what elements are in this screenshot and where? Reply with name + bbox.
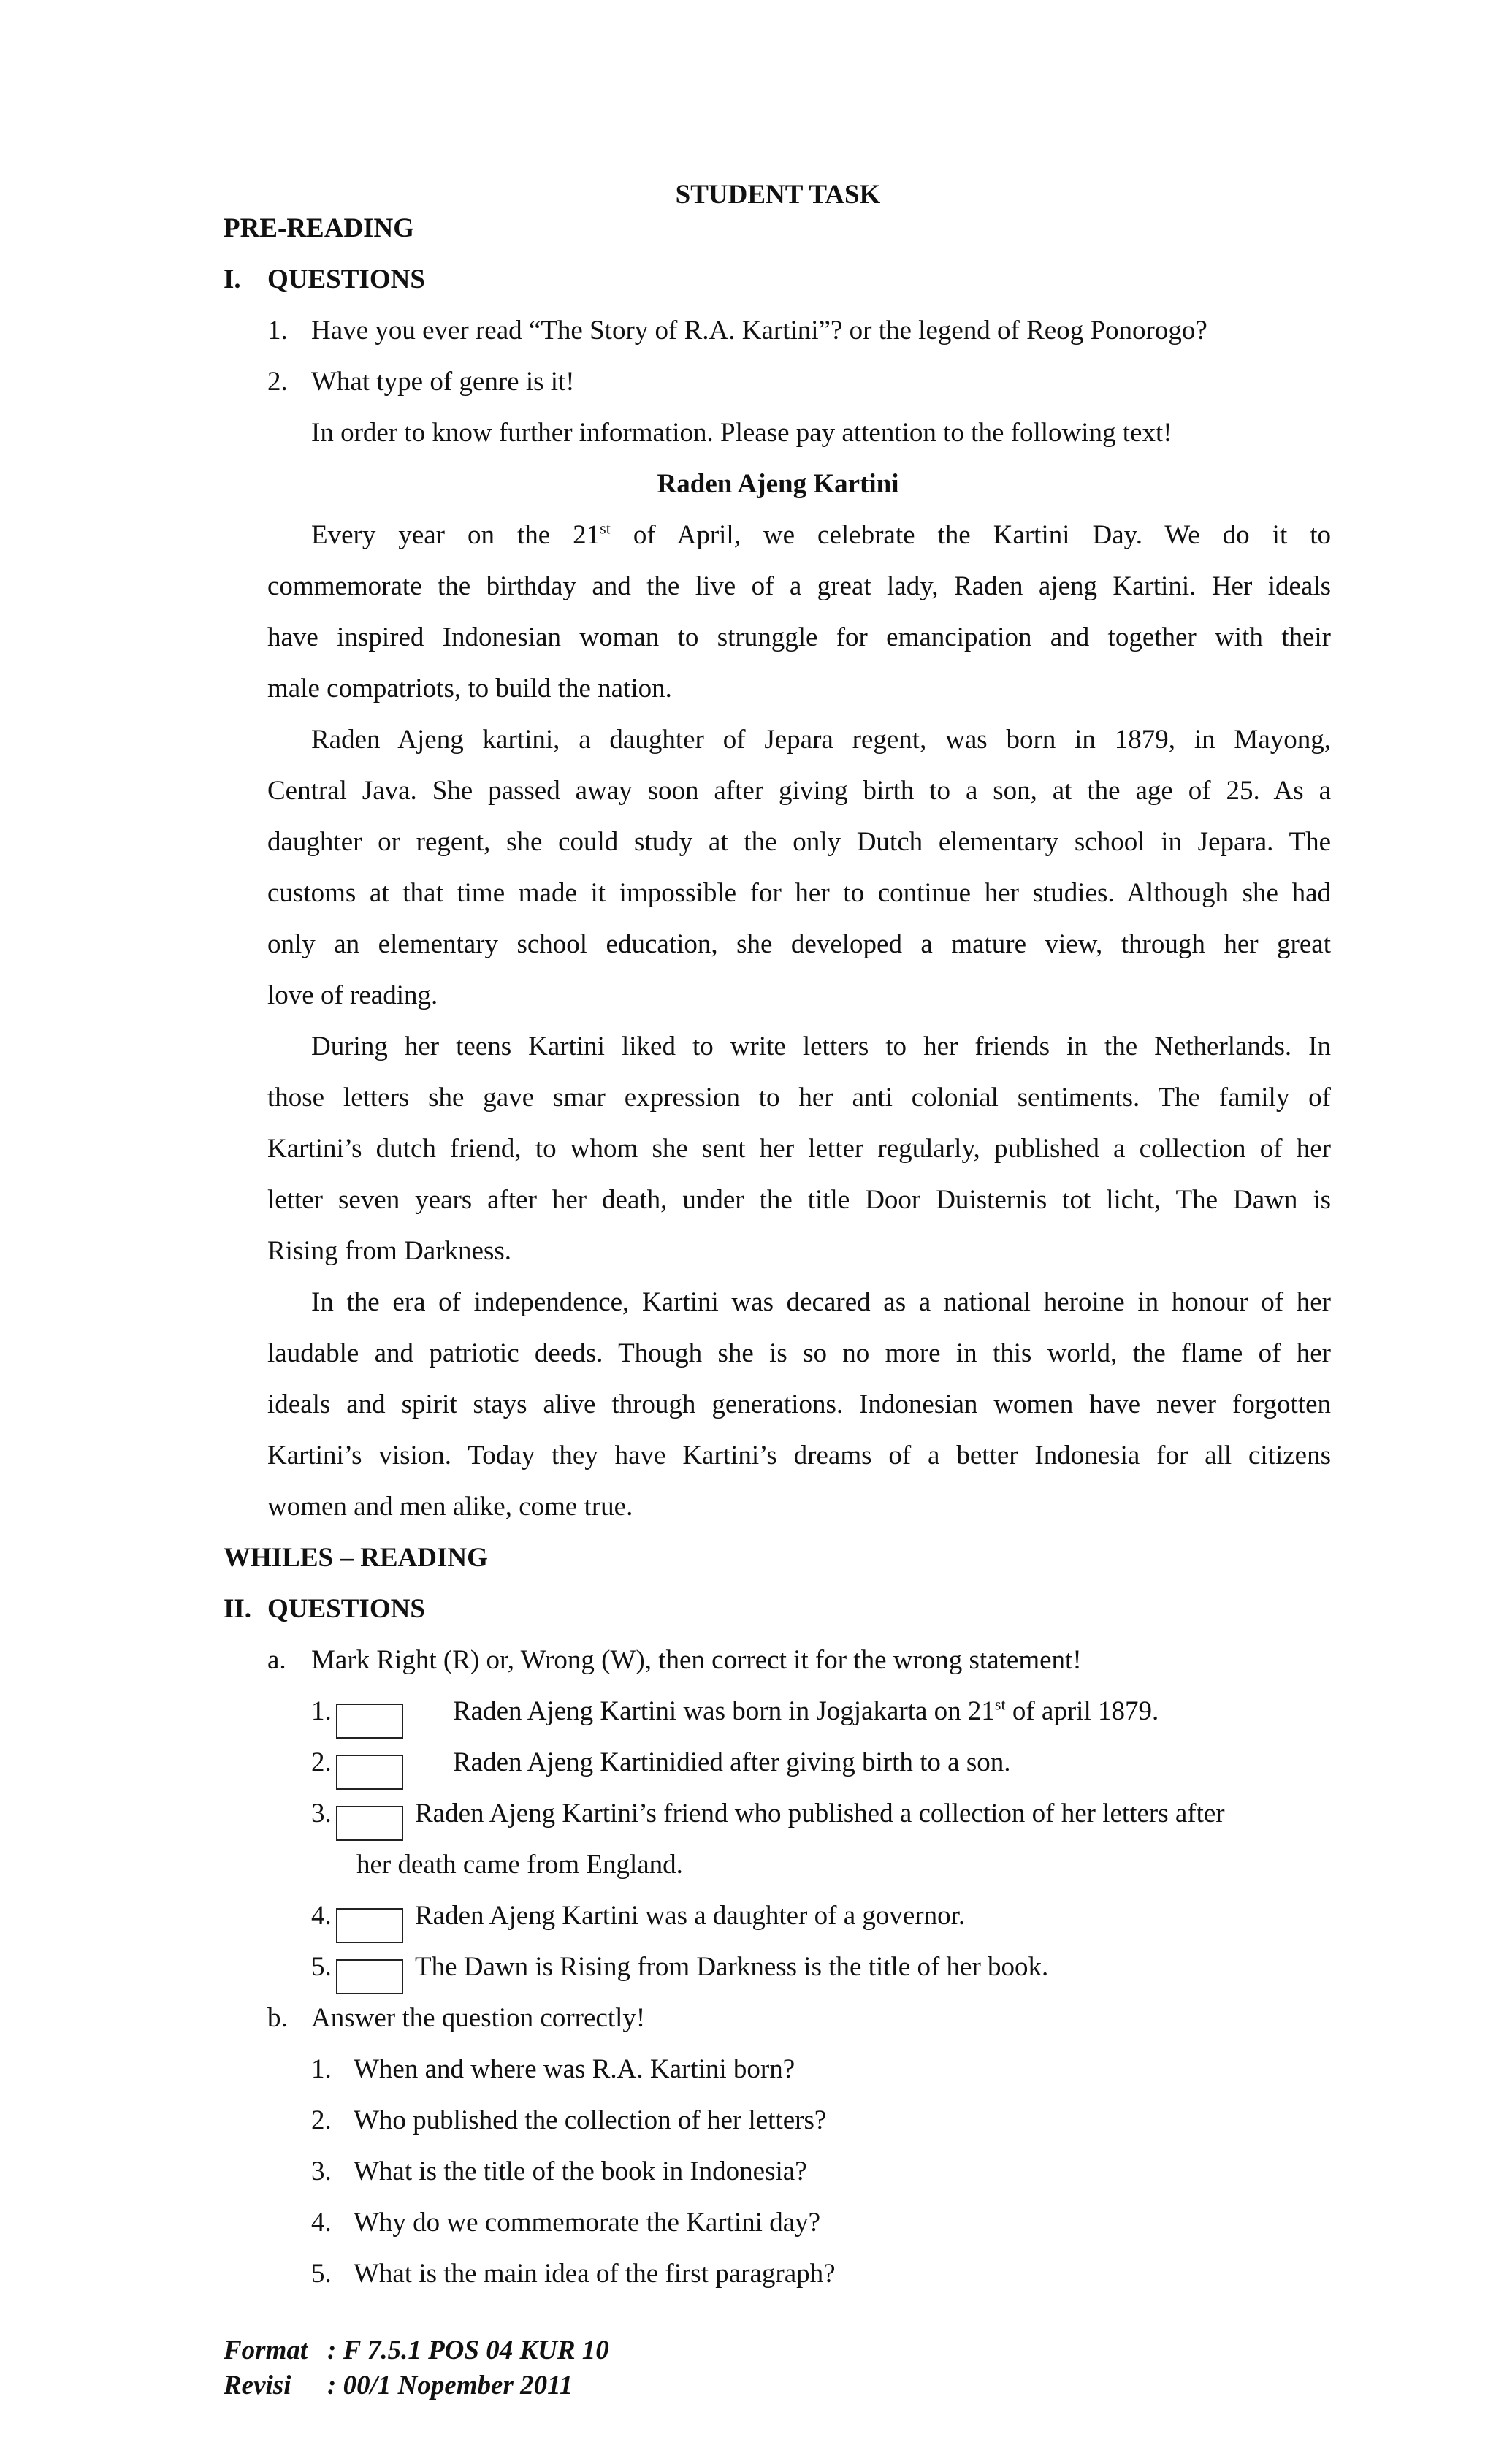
- statement-1-number: 1.: [311, 1696, 332, 1726]
- answer-box-5[interactable]: [336, 1959, 403, 1994]
- question-number: 4.: [311, 2208, 332, 2238]
- pre-question-2: [267, 356, 575, 408]
- paragraph-2-line-6: love of reading.: [267, 980, 438, 1010]
- paragraph-2-line-5: only an elementary school education, she developed a mature view, through her great: [267, 929, 1331, 959]
- part-a-instruction: [267, 1635, 1082, 1686]
- question-number: 3.: [311, 2156, 332, 2186]
- page-title: STUDENT TASK: [675, 180, 881, 210]
- footer-format-label: Format: [224, 2335, 308, 2365]
- statement-2-number: 2.: [311, 1747, 332, 1777]
- answer-question-4: [311, 2197, 820, 2249]
- pre-question-number: 2.: [267, 367, 288, 397]
- section-1-heading: [224, 254, 425, 305]
- statement-3-text: Raden Ajeng Kartini’s friend who published a collection of her letters after: [415, 1799, 1225, 1828]
- paragraph-4-line-5: women and men alike, come true.: [267, 1492, 633, 1522]
- whiles-reading-heading: WHILES – READING: [224, 1543, 488, 1573]
- question-text: What is the main idea of the first paragraph?: [354, 2259, 836, 2289]
- statement-4-text: Raden Ajeng Kartini was a daughter of a governor.: [415, 1901, 966, 1931]
- answer-question-5: [311, 2249, 836, 2300]
- section-2-heading: [224, 1584, 425, 1635]
- pre-reading-instruction: In order to know further information. Please pay attention to the following text!: [311, 418, 1172, 448]
- part-b-instruction: [267, 1993, 645, 2044]
- answer-box-1[interactable]: [336, 1704, 403, 1739]
- section-1-number: I.: [224, 264, 241, 294]
- section-2-title: QUESTIONS: [267, 1594, 425, 1624]
- question-text: When and where was R.A. Kartini born?: [354, 2054, 795, 2084]
- paragraph-3-line-5: Rising from Darkness.: [267, 1236, 511, 1266]
- section-2-number: II.: [224, 1594, 252, 1624]
- statement-5-text: The Dawn is Rising from Darkness is the title of her book.: [415, 1952, 1049, 1982]
- pre-question-1: [267, 305, 1207, 356]
- footer-format: [224, 2333, 609, 2368]
- answer-box-2[interactable]: [336, 1755, 403, 1790]
- paragraph-1-line-2: commemorate the birthday and the live of a great lady, Raden ajeng Kartini. Her ideals: [267, 571, 1331, 601]
- part-a-letter: a.: [267, 1645, 286, 1675]
- statement-3-text-continued: her death came from England.: [356, 1850, 683, 1880]
- paragraph-4-line-4: Kartini’s vision. Today they have Kartini’s dreams of a better Indonesia for all citizens: [267, 1441, 1331, 1471]
- paragraph-4-line-3: ideals and spirit stays alive through generations. Indonesian women have never forgotten: [267, 1389, 1331, 1419]
- part-b-text: Answer the question correctly!: [311, 2003, 646, 2033]
- paragraph-2-line-4: customs at that time made it impossible for her to continue her studies. Although she had: [267, 878, 1331, 908]
- paragraph-3-line-4: letter seven years after her death, under the title Door Duisternis tot licht, The Dawn is: [267, 1185, 1331, 1215]
- ordinal-suffix: st: [994, 1695, 1006, 1714]
- statement-text: of april 1879.: [1005, 1696, 1159, 1726]
- answer-question-3: [311, 2146, 807, 2197]
- statement-5-number: 5.: [311, 1952, 332, 1982]
- text-title: Raden Ajeng Kartini: [657, 469, 899, 499]
- question-text: Who published the collection of her letters?: [354, 2105, 827, 2135]
- statement-4-number: 4.: [311, 1901, 332, 1931]
- paragraph-1-line-4: male compatriots, to build the nation.: [267, 674, 672, 703]
- paragraph-text: Every year on the 21: [311, 520, 600, 550]
- paragraph-3-line-1: During her teens Kartini liked to write letters to her friends in the Netherlands. In: [311, 1031, 1331, 1061]
- paragraph-4-line-2: laudable and patriotic deeds. Though she is so no more in this world, the flame of her: [267, 1338, 1331, 1368]
- paragraph-2-line-2: Central Java. She passed away soon after giving birth to a son, at the age of 25. As a: [267, 776, 1331, 806]
- part-a-text: Mark Right (R) or, Wrong (W), then correct it for the wrong statement!: [311, 1645, 1082, 1675]
- paragraph-1-line-1: [311, 510, 1331, 561]
- statement-3-number: 3.: [311, 1799, 332, 1828]
- answer-box-4[interactable]: [336, 1908, 403, 1943]
- answer-question-2: [311, 2095, 826, 2146]
- part-b-letter: b.: [267, 2003, 288, 2033]
- footer-revisi-label: Revisi: [224, 2370, 291, 2400]
- paragraph-1-line-3: have inspired Indonesian woman to strunggle for emancipation and together with their: [267, 622, 1331, 652]
- pre-reading-heading: PRE-READING: [224, 213, 415, 243]
- pre-question-number: 1.: [267, 316, 288, 346]
- footer-revisi-value: : 00/1 Nopember 2011: [327, 2370, 573, 2400]
- pre-question-text: Have you ever read “The Story of R.A. Kartini”? or the legend of Reog Ponorogo?: [311, 316, 1207, 346]
- question-text: Why do we commemorate the Kartini day?: [354, 2208, 821, 2238]
- statement-1-text: [453, 1686, 1159, 1737]
- paragraph-2-line-1: Raden Ajeng kartini, a daughter of Jepara regent, was born in 1879, in Mayong,: [311, 725, 1331, 755]
- footer-revisi: [224, 2368, 573, 2403]
- answer-question-1: [311, 2044, 795, 2095]
- paragraph-3-line-2: those letters she gave smar expression to her anti colonial sentiments. The family of: [267, 1083, 1331, 1113]
- footer-format-value: : F 7.5.1 POS 04 KUR 10: [327, 2335, 609, 2365]
- answer-box-3[interactable]: [336, 1806, 403, 1841]
- pre-question-text: What type of genre is it!: [311, 367, 575, 397]
- question-number: 2.: [311, 2105, 332, 2135]
- paragraph-2-line-3: daughter or regent, she could study at the only Dutch elementary school in Jepara. The: [267, 827, 1331, 857]
- paragraph-4-line-1: In the era of independence, Kartini was decared as a national heroine in honour of her: [311, 1287, 1331, 1317]
- question-text: What is the title of the book in Indonesia?: [354, 2156, 807, 2186]
- ordinal-suffix: st: [600, 519, 611, 538]
- question-number: 5.: [311, 2259, 332, 2289]
- question-number: 1.: [311, 2054, 332, 2084]
- section-1-title: QUESTIONS: [267, 264, 425, 294]
- statement-2-text: Raden Ajeng Kartinidied after giving birth to a son.: [453, 1747, 1011, 1777]
- statement-text: Raden Ajeng Kartini was born in Jogjakarta on 21: [453, 1696, 995, 1726]
- paragraph-3-line-3: Kartini’s dutch friend, to whom she sent her letter regularly, published a collection of her: [267, 1134, 1331, 1164]
- paragraph-text: of April, we celebrate the Kartini Day. We do it to: [610, 520, 1331, 550]
